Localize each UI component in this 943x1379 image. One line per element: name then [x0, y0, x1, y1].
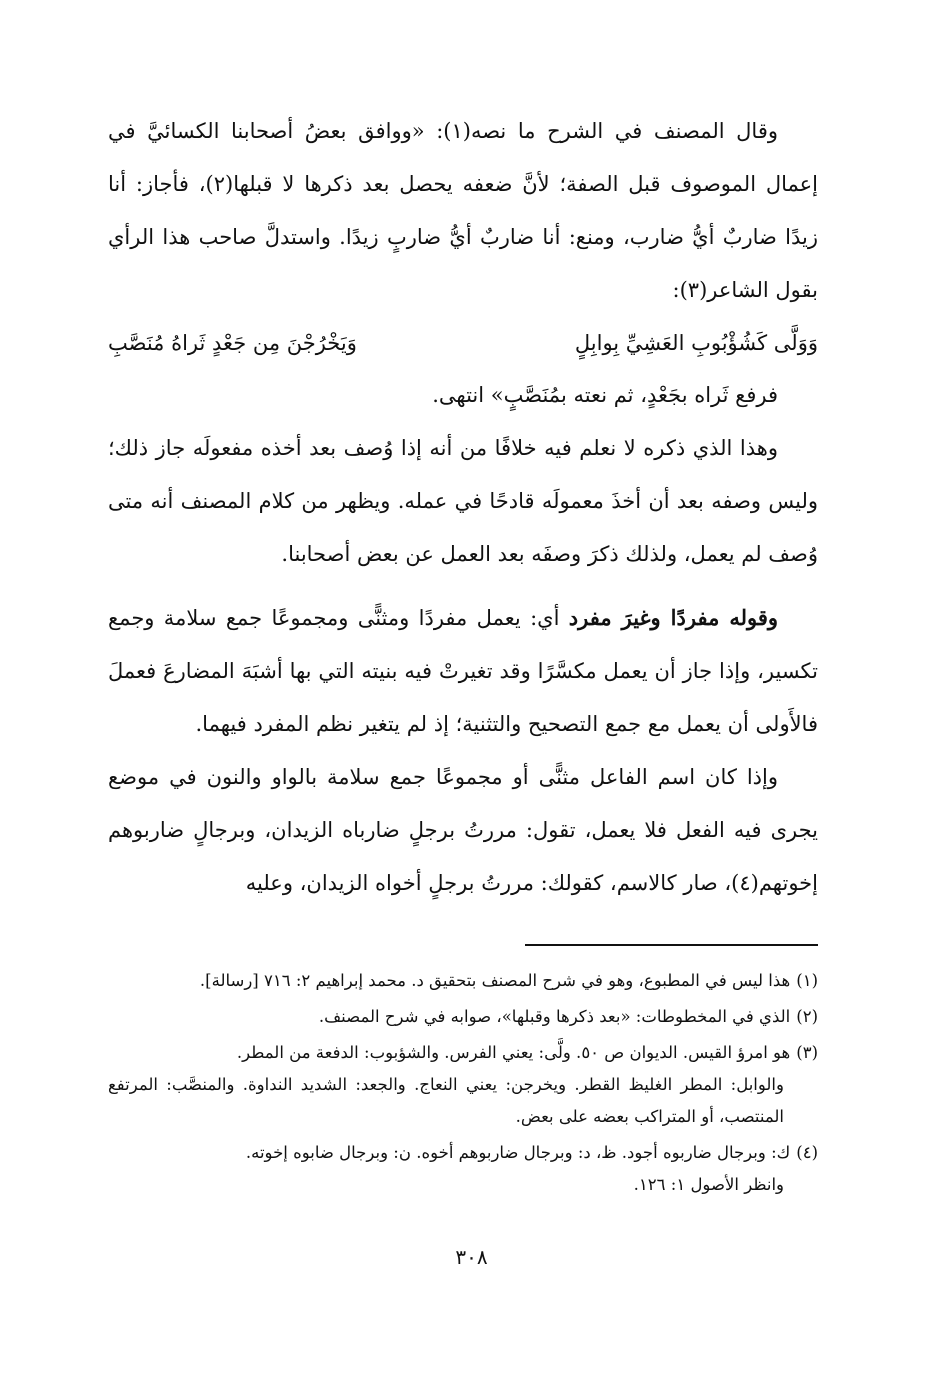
paragraph-4	[108, 591, 818, 751]
footnote-number: (٤)	[796, 1143, 818, 1162]
paragraph-5: وإذا كان اسم الفاعل مثنًّى أو مجموعًا جمع سلامة بالواو والنون في موضع يجرى فيه الفعل فلا يعمل، تقول: مررتُ برجلٍ ضارباه الزيدان، وبرجالٍ ضاربوهم إخوتهم(٤)، صار كالاسم، كقولك: مررتُ برجلٍ أخواه الزيدان، وعليه	[108, 765, 818, 895]
footnote-text-continued: والوابل: المطر الغليظ القطر. ويخرجن: يعني النعاج. والجعد: الشديد النداوة. والمنصَّب: المرتفع المنتصب، أو المتراكب بعضه على بعض.	[108, 1075, 784, 1126]
footnote-text: هذا ليس في المطبوع، وهو في شرح المصنف بتحقيق د. محمد إبراهيم ٢: ٧١٦ [رسالة].	[199, 971, 791, 990]
paragraph-1: وقال المصنف في الشرح ما نصه(١): «ووافق بعضُ أصحابنا الكسائيَّ في إعمال الموصوف قبل الصفة؛ لأنَّ ضعفه يحصل بعد ذكرها لا قبلها(٢)، فأجاز: أنا زيدًا ضاربٌ أيُّ ضارب، ومنع: أنا ضاربٌ أيُّ ضاربٍ زيدًا. واستدلَّ صاحب هذا الرأي بقول الشاعر(٣):	[108, 119, 818, 302]
page-number: ٣٠٨	[455, 1245, 488, 1269]
footnote-number: (٣)	[796, 1043, 818, 1062]
footnote-2	[108, 1001, 818, 1033]
footnote-text: الذي في المخطوطات: «بعد ذكرها وقبلها»، صوابه في شرح المصنف.	[318, 1007, 791, 1026]
quoted-term: وقوله مفردًا وغيرَ مفرد	[568, 605, 779, 630]
paragraph-2: فرفع ثَراه بجَعْدٍ، ثم نعته بمُنَصَّبٍ» انتهى.	[432, 383, 778, 407]
paragraph-3: وهذا الذي ذكره لا نعلم فيه خلافًا من أنه إذا وُصف بعد أخذه مفعولَه جاز ذلك؛ وليس وصفه بعد أن أخذَ معمولَه قادحًا في عمله. ويظهر من كلام المصنف أنه متى وُصف لم يعمل، ولذلك ذكرَ وصفَه بعد العمل عن بعض أصحابنا.	[108, 436, 818, 566]
verse-second-hemistich: وَيَخْرُجْنَ مِن جَعْدٍ ثَراهُ مُنَصَّبِ	[108, 331, 357, 355]
poetry-verse	[108, 317, 818, 369]
footnote-text: ك: وبرجال ضاربوه أجود. ظ، د: وبرجال ضاربوهم أخوه. ن: وبرجال ضابوه إخوته.	[245, 1143, 791, 1162]
footnote-number: (١)	[796, 971, 818, 990]
footnotes	[108, 965, 818, 1205]
footnote-4	[108, 1137, 818, 1201]
footnote-text: هو امرؤ القيس. الديوان ص ٥٠. ولَّى: يعني الفرس. والشؤبوب: الدفعة من المطر.	[236, 1043, 791, 1062]
verse-first-hemistich: وَوَلَّى كَشُؤْبُوبِ العَشِيِّ بِوابِلٍ	[574, 331, 818, 355]
footnote-3	[108, 1037, 818, 1133]
footnote-text-continued: وانظر الأصول ١: ١٢٦.	[633, 1175, 784, 1194]
main-text	[108, 105, 818, 910]
footnote-1	[108, 965, 818, 997]
footnote-number: (٢)	[796, 1007, 818, 1026]
footnote-separator	[525, 944, 818, 946]
paragraph-4-text: أي: يعمل مفردًا ومثنًّى ومجموعًا جمع سلامة وجمع تكسير، وإذا جاز أن يعمل مكسَّرًا وقد تغيرتْ فيه بنيته التي بها أشبَهَ المضارعَ فعملَ فالأَولى أن يعمل مع جمع التصحيح والتثنية؛ إذ لم يتغير نظم المفرد فيهما.	[108, 606, 818, 736]
